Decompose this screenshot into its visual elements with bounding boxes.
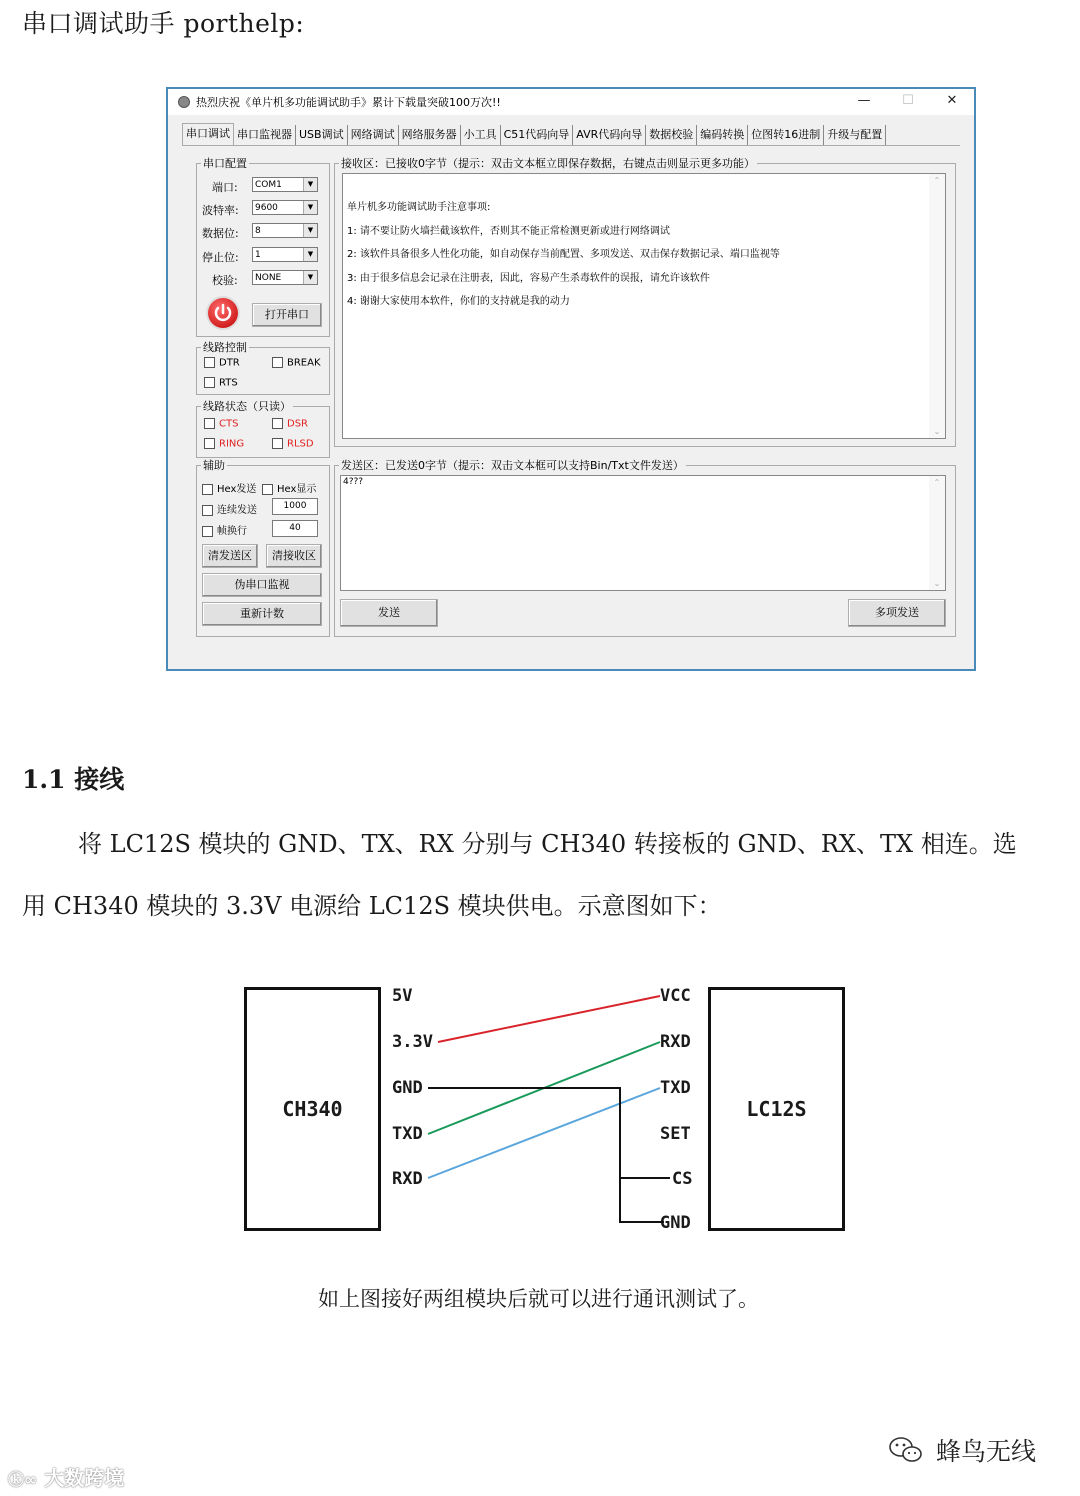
rts-label: RTS xyxy=(219,377,238,389)
tab-serial-debug[interactable]: 串口调试 xyxy=(182,123,234,146)
dsr-label: DSR xyxy=(287,418,308,430)
send-scrollbar[interactable]: ⌃ ⌄ xyxy=(929,476,945,590)
port-value: COM1 xyxy=(255,180,282,190)
parity-label: 校验: xyxy=(212,274,238,287)
continuous-interval-input[interactable]: 1000 xyxy=(272,498,318,515)
dropdown-arrow-icon: ▼ xyxy=(303,178,317,191)
ch340-label: CH340 xyxy=(282,1097,343,1121)
tab-serial-monitor[interactable]: 串口监视器 xyxy=(234,125,296,145)
ch340-pin-5v: 5V xyxy=(392,986,413,1006)
tab-data-check[interactable]: 数据校验 xyxy=(646,125,697,145)
send-textarea[interactable] xyxy=(340,475,946,591)
serial-config-legend: 串口配置 xyxy=(203,157,247,170)
dtr-checkbox[interactable] xyxy=(204,357,240,369)
receive-legend: 接收区：已接收0字节（提示：双击文本框立即保存数据，右键点击则显示更多功能） xyxy=(341,157,755,170)
clear-send-button[interactable]: 清发送区 xyxy=(202,544,258,568)
hex-show-checkbox[interactable] xyxy=(262,480,316,495)
hex-send-label: Hex发送 xyxy=(217,484,257,495)
receive-line: 单片机多功能调试助手注意事项: xyxy=(347,202,491,213)
fake-port-monitor-button[interactable]: 伪串口监视 xyxy=(202,573,322,597)
aux-legend: 辅助 xyxy=(203,459,225,472)
line-status-legend: 线路状态（只读） xyxy=(203,400,291,413)
rlsd-label: RLSD xyxy=(287,438,314,450)
wechat-icon xyxy=(888,1435,924,1465)
tab-tools[interactable]: 小工具 xyxy=(461,125,501,145)
section-heading: 1.1 接线 xyxy=(22,765,125,794)
wechat-watermark xyxy=(888,1432,1036,1468)
continuous-send-label: 连续发送 xyxy=(217,505,257,516)
receive-scrollbar[interactable]: ⌃ ⌄ xyxy=(929,174,945,438)
multi-send-button[interactable]: 多项发送 xyxy=(848,599,946,627)
stopbits-value: 1 xyxy=(255,250,261,260)
databits-select[interactable] xyxy=(252,223,318,238)
brand-logo-icon: ⓚ∞ xyxy=(8,1470,38,1489)
window-title: 热烈庆祝《单片机多功能调试助手》累计下载量突破100万次!! xyxy=(196,96,501,109)
break-label: BREAK xyxy=(287,357,321,369)
frame-wrap-label: 帧换行 xyxy=(217,526,247,537)
parity-select[interactable] xyxy=(252,270,318,285)
lc12s-pin-gnd: GND xyxy=(660,1213,691,1233)
reset-count-button[interactable]: 重新计数 xyxy=(202,602,322,626)
send-content: 4??? xyxy=(343,477,364,487)
lc12s-pin-cs: CS xyxy=(672,1169,693,1189)
receive-line: 4: 谢谢大家使用本软件，你们的支持就是我的动力 xyxy=(347,296,570,307)
continuous-send-checkbox[interactable] xyxy=(202,501,257,516)
lc12s-pin-set: SET xyxy=(660,1124,691,1144)
serial-assistant-window xyxy=(166,87,976,671)
dtr-label: DTR xyxy=(219,357,240,369)
baud-select[interactable] xyxy=(252,200,318,215)
title-bar[interactable] xyxy=(168,89,974,115)
minimize-button[interactable]: — xyxy=(857,93,871,108)
close-button[interactable]: ✕ xyxy=(946,93,958,108)
watermark-right-text: 蜂鸟无线 xyxy=(936,1437,1037,1466)
send-button[interactable]: 发送 xyxy=(340,599,438,627)
watermark-left-text: 大数跨境 xyxy=(44,1466,125,1490)
rts-checkbox[interactable] xyxy=(204,377,238,389)
tab-usb-debug[interactable]: USB调试 xyxy=(296,125,348,145)
app-icon xyxy=(178,96,190,108)
lc12s-pin-txd: TXD xyxy=(660,1078,691,1098)
watermark-left xyxy=(8,1462,124,1491)
lc12s-label: LC12S xyxy=(746,1097,807,1121)
cts-indicator xyxy=(204,418,238,430)
cts-label: CTS xyxy=(219,418,239,430)
clear-receive-button[interactable]: 清接收区 xyxy=(266,544,322,568)
send-legend: 发送区：已发送0字节（提示：双击文本框可以支持Bin/Txt文件发送） xyxy=(341,459,684,472)
dropdown-arrow-icon: ▼ xyxy=(303,271,317,284)
tab-avr-wizard[interactable]: AVR代码向导 xyxy=(573,125,646,145)
power-icon[interactable] xyxy=(208,298,238,328)
break-checkbox[interactable] xyxy=(272,357,321,369)
tab-upgrade-config[interactable]: 升级与配置 xyxy=(824,125,886,145)
rlsd-indicator xyxy=(272,438,314,450)
tab-bitmap-hex[interactable]: 位图转16进制 xyxy=(748,125,824,145)
stopbits-label: 停止位: xyxy=(202,251,239,264)
receive-textarea[interactable] xyxy=(342,173,946,439)
tab-network-debug[interactable]: 网络调试 xyxy=(348,125,399,145)
wire-gnd xyxy=(428,1088,664,1222)
baud-value: 9600 xyxy=(255,203,278,213)
tab-bar xyxy=(182,123,886,145)
port-select[interactable] xyxy=(252,177,318,192)
tab-c51-wizard[interactable]: C51代码向导 xyxy=(501,125,574,145)
ch340-pin-rxd: RXD xyxy=(392,1169,423,1189)
wire-rx xyxy=(428,1088,660,1178)
port-label: 端口: xyxy=(212,181,238,194)
databits-value: 8 xyxy=(255,226,261,236)
receive-line: 3: 由于很多信息会记录在注册表，因此，容易产生杀毒软件的误报，请允许该软件 xyxy=(347,273,710,284)
receive-line: 2: 该软件具备很多人性化功能，如自动保存当前配置、多项发送、双击保存数据记录、端口监视等 xyxy=(347,249,780,260)
ring-label: RING xyxy=(219,438,245,450)
hex-show-label: Hex显示 xyxy=(277,484,317,495)
dropdown-arrow-icon: ▼ xyxy=(303,224,317,237)
receive-line: 1: 请不要让防火墙拦截该软件，否则其不能正常检测更新或进行网络调试 xyxy=(347,226,670,237)
databits-label: 数据位: xyxy=(202,227,239,240)
lc12s-pin-vcc: VCC xyxy=(660,986,691,1006)
lc12s-pin-rxd: RXD xyxy=(660,1032,691,1052)
frame-wrap-checkbox[interactable] xyxy=(202,522,247,537)
line-control-legend: 线路控制 xyxy=(203,341,247,354)
hex-send-checkbox[interactable] xyxy=(202,480,256,495)
wire-power xyxy=(438,996,660,1042)
baud-label: 波特率: xyxy=(202,204,239,217)
tab-encoding[interactable]: 编码转换 xyxy=(697,125,748,145)
wires xyxy=(0,970,1080,1260)
maximize-button[interactable]: ☐ xyxy=(902,93,914,108)
tab-network-server[interactable]: 网络服务器 xyxy=(399,125,461,145)
ring-indicator xyxy=(204,438,244,450)
dropdown-arrow-icon: ▼ xyxy=(303,201,317,214)
doc-heading: 串口调试助手 porthelp: xyxy=(22,9,305,38)
frame-length-input[interactable]: 40 xyxy=(272,520,318,537)
paragraph-line-1: 将 LC12S 模块的 GND、TX、RX 分别与 CH340 转接板的 GND、RX、TX 相连。选 xyxy=(78,830,1017,858)
parity-value: NONE xyxy=(255,273,282,283)
open-port-button[interactable]: 打开串口 xyxy=(252,303,322,327)
stopbits-select[interactable] xyxy=(252,247,318,262)
dropdown-arrow-icon: ▼ xyxy=(303,248,317,261)
ch340-pin-txd: TXD xyxy=(392,1124,423,1144)
paragraph-line-2: 用 CH340 模块的 3.3V 电源给 LC12S 模块供电。示意图如下： xyxy=(22,892,722,920)
ch340-pin-gnd: GND xyxy=(392,1078,423,1098)
ch340-pin-3v3: 3.3V xyxy=(392,1032,433,1052)
dsr-indicator xyxy=(272,418,308,430)
diagram-caption: 如上图接好两组模块后就可以进行通讯测试了。 xyxy=(318,1287,759,1311)
